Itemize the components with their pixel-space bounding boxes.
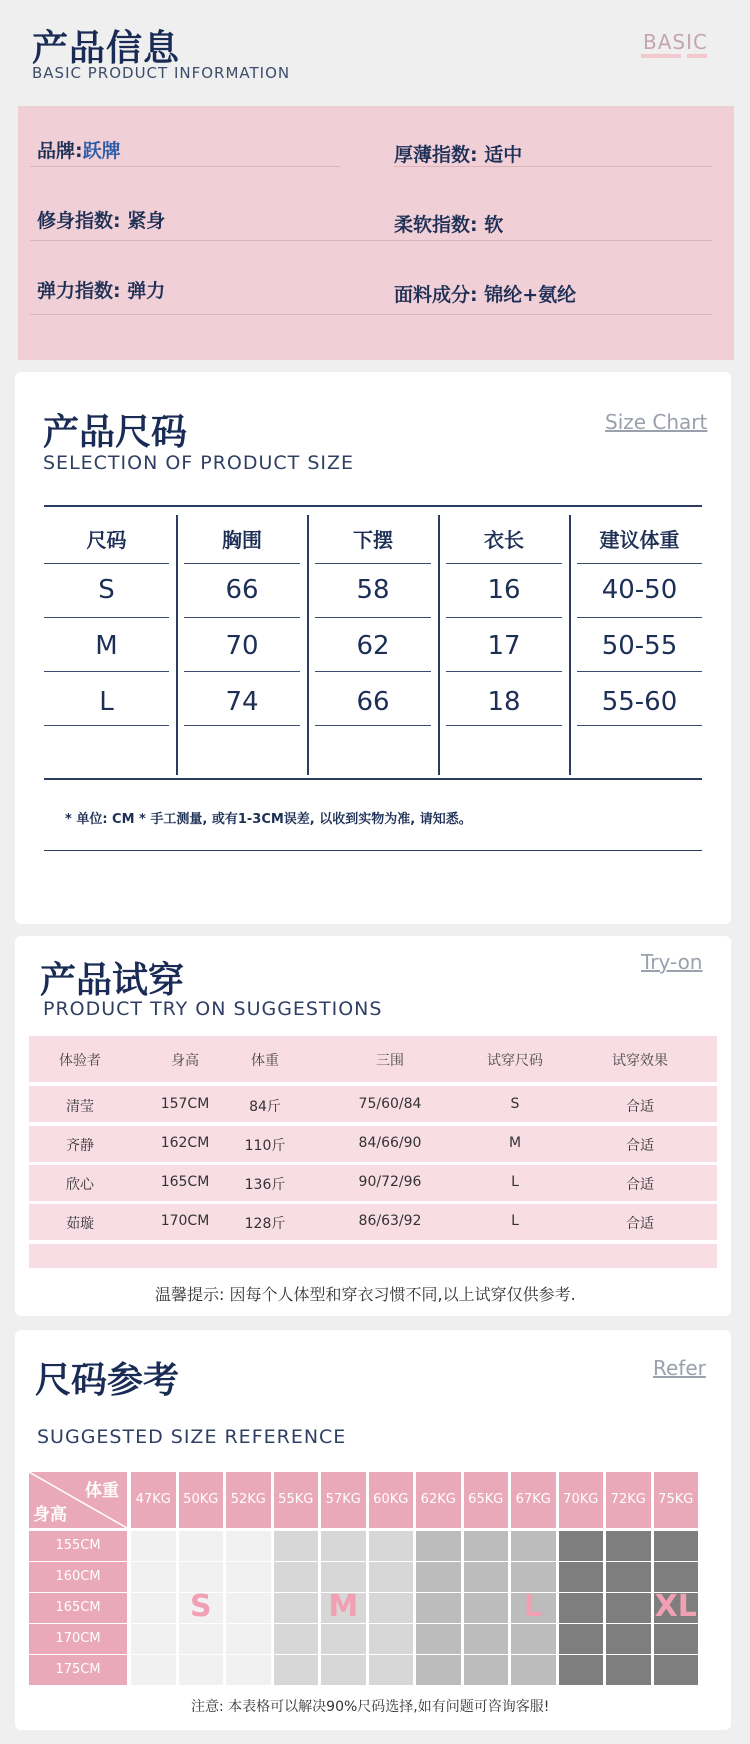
size-cell-l <box>511 1562 556 1592</box>
size-letter-l: L <box>523 1589 543 1624</box>
table-row-line <box>184 725 300 726</box>
table-row-line <box>446 617 562 618</box>
table-row-line <box>577 563 702 564</box>
size-cell: 66 <box>356 687 390 717</box>
basic-subtitle: BASIC PRODUCT INFORMATION <box>32 64 291 82</box>
size-cell-m <box>369 1593 414 1623</box>
size-letter-xl: XL <box>654 1589 697 1624</box>
tryon-cell: 165CM <box>160 1174 210 1190</box>
table-row-line <box>44 617 169 618</box>
info-brand: 品牌:跃牌 <box>37 140 121 162</box>
size-cell-xl <box>654 1624 699 1654</box>
size-chart-card <box>15 372 731 924</box>
size-cell-m <box>274 1531 319 1561</box>
basic-tag: BASIC <box>643 30 708 54</box>
size-cell-s <box>131 1562 176 1592</box>
size-cell-s <box>131 1624 176 1654</box>
size-cell-m <box>274 1562 319 1592</box>
size-cell: 62 <box>356 631 390 661</box>
size-cell: 50-55 <box>601 631 678 661</box>
table-row-line <box>315 563 431 564</box>
size-cell: S <box>98 575 115 605</box>
size-cell-s <box>179 1562 224 1592</box>
basic-tag-underline-short <box>687 54 707 58</box>
table-row-line <box>184 563 300 564</box>
tryon-link[interactable]: Try-on <box>641 950 703 974</box>
size-cell-l <box>416 1593 461 1623</box>
tryon-cell: 162CM <box>160 1135 210 1151</box>
size-cell: 74 <box>225 687 259 717</box>
size-note: * 单位: CM * 手工测量, 或有1-3CM误差, 以收到实物为准, 请知悉。 <box>65 812 472 827</box>
table-col-divider <box>569 515 571 775</box>
size-cell-m <box>369 1531 414 1561</box>
size-header: 下摆 <box>353 528 393 552</box>
size-cell: 40-50 <box>601 575 678 605</box>
tryon-cell: 合适 <box>626 1099 654 1115</box>
tryon-cell: 90/72/96 <box>358 1174 422 1190</box>
size-header: 衣长 <box>484 528 524 552</box>
tryon-cell: L <box>511 1213 519 1229</box>
size-cell-s <box>226 1593 271 1623</box>
corner-weight-label: 体重 <box>85 1481 119 1501</box>
height-label: 165CM <box>29 1593 127 1623</box>
table-row-line <box>577 725 702 726</box>
table-row-line <box>44 563 169 564</box>
size-cell-xl <box>654 1655 699 1685</box>
table-row-line <box>315 725 431 726</box>
size-cell-s <box>226 1531 271 1561</box>
size-header: 尺码 <box>86 528 127 552</box>
size-cell-s <box>226 1624 271 1654</box>
tryon-header: 试穿效果 <box>612 1053 668 1069</box>
size-cell-xl <box>559 1655 604 1685</box>
size-cell: 66 <box>225 575 259 605</box>
size-cell-l <box>416 1624 461 1654</box>
table-row-line <box>315 671 431 672</box>
tryon-subtitle: PRODUCT TRY ON SUGGESTIONS <box>43 998 383 1020</box>
note-bottom-border <box>44 850 702 851</box>
weight-header: 70KG <box>559 1472 604 1528</box>
height-label: 160CM <box>29 1562 127 1592</box>
size-cell-xl <box>654 1562 699 1592</box>
size-cell-xl <box>654 1531 699 1561</box>
size-letter-s: S <box>189 1589 212 1624</box>
weight-header: 55KG <box>274 1472 319 1528</box>
size-cell-m <box>369 1562 414 1592</box>
size-cell-l <box>464 1624 509 1654</box>
size-reference-grid <box>29 1472 725 1686</box>
tryon-header: 试穿尺码 <box>487 1053 543 1069</box>
tryon-cell: 86/63/92 <box>358 1213 422 1229</box>
tryon-cell: 157CM <box>160 1096 210 1112</box>
tryon-header: 体重 <box>251 1053 279 1069</box>
size-cell: 18 <box>487 687 521 717</box>
size-cell-s <box>226 1562 271 1592</box>
size-cell: 58 <box>356 575 390 605</box>
corner-height-label: 身高 <box>33 1505 67 1525</box>
size-cell-m <box>321 1562 366 1592</box>
size-title: 产品尺码 <box>43 412 188 453</box>
weight-header: 52KG <box>226 1472 271 1528</box>
size-cell: 17 <box>487 631 521 661</box>
basic-tag-underline <box>641 54 681 58</box>
weight-header: 50KG <box>179 1472 224 1528</box>
size-cell-s <box>179 1531 224 1561</box>
tryon-header: 体验者 <box>59 1053 101 1069</box>
tryon-cell: 170CM <box>160 1213 210 1229</box>
height-label: 170CM <box>29 1624 127 1654</box>
table-top-border <box>44 505 702 507</box>
weight-header: 75KG <box>654 1472 699 1528</box>
size-cell-m <box>321 1655 366 1685</box>
tryon-cell: 84斤 <box>249 1099 281 1115</box>
table-row-line <box>184 671 300 672</box>
size-cell-m <box>321 1531 366 1561</box>
weight-header: 65KG <box>464 1472 509 1528</box>
info-softness: 柔软指数: 软 <box>394 214 504 236</box>
tryon-card <box>15 936 731 1316</box>
info-elasticity: 弹力指数: 弹力 <box>37 280 166 302</box>
size-cell-xl <box>606 1655 651 1685</box>
size-cell-m <box>274 1593 319 1623</box>
tryon-cell: 75/60/84 <box>358 1096 422 1112</box>
tryon-tip: 温馨提示: 因每个人体型和穿衣习惯不同,以上试穿仅供参考. <box>155 1285 576 1304</box>
size-cell-xl <box>559 1593 604 1623</box>
table-col-divider <box>176 515 178 775</box>
size-cell-s <box>226 1655 271 1685</box>
size-cell-xl <box>559 1562 604 1592</box>
size-cell-l <box>416 1562 461 1592</box>
weight-header: 47KG <box>131 1472 176 1528</box>
refer-link[interactable]: Refer <box>653 1356 706 1380</box>
size-cell: L <box>99 687 114 717</box>
size-cell-xl <box>559 1531 604 1561</box>
size-header: 胸围 <box>222 528 262 552</box>
size-cell-xl <box>606 1562 651 1592</box>
tryon-cell: 茹璇 <box>66 1216 94 1232</box>
size-cell-l <box>464 1655 509 1685</box>
table-col-divider <box>307 515 309 775</box>
size-header: 建议体重 <box>599 528 680 552</box>
tryon-cell: 合适 <box>626 1138 654 1154</box>
info-thickness: 厚薄指数: 适中 <box>394 144 523 166</box>
table-row-line <box>577 617 702 618</box>
size-cell-s <box>179 1624 224 1654</box>
tryon-cell: 清莹 <box>66 1099 94 1115</box>
refer-card <box>15 1330 731 1730</box>
tryon-row-band <box>29 1244 717 1268</box>
size-cell-xl <box>559 1624 604 1654</box>
table-row-line <box>446 725 562 726</box>
weight-header: 62KG <box>416 1472 461 1528</box>
tryon-cell: 110斤 <box>244 1138 286 1154</box>
size-cell: M <box>95 631 118 661</box>
tryon-header: 身高 <box>171 1053 199 1069</box>
size-cell-s <box>179 1655 224 1685</box>
size-cell-m <box>369 1655 414 1685</box>
size-cell-m <box>321 1624 366 1654</box>
tryon-cell: L <box>511 1174 519 1190</box>
size-cell-s <box>131 1531 176 1561</box>
size-cell: 55-60 <box>601 687 678 717</box>
size-cell-s <box>131 1655 176 1685</box>
info-divider <box>30 166 340 167</box>
info-divider <box>394 166 712 167</box>
tryon-cell: M <box>508 1135 522 1151</box>
table-row-line <box>577 671 702 672</box>
basic-title: 产品信息 <box>32 28 181 69</box>
height-label: 155CM <box>29 1531 127 1561</box>
size-cell-l <box>511 1655 556 1685</box>
tryon-title: 产品试穿 <box>40 960 185 1001</box>
table-row-line <box>44 725 169 726</box>
size-letter-m: M <box>328 1589 359 1624</box>
basic-info-panel <box>18 106 734 360</box>
table-row-line <box>446 671 562 672</box>
weight-header: 60KG <box>369 1472 414 1528</box>
weight-header: 67KG <box>511 1472 556 1528</box>
size-cell-xl <box>606 1624 651 1654</box>
size-chart-link[interactable]: Size Chart <box>605 410 708 434</box>
tryon-header: 三围 <box>376 1053 404 1069</box>
size-cell: 70 <box>225 631 259 661</box>
size-cell-xl <box>606 1593 651 1623</box>
size-cell: 16 <box>487 575 521 605</box>
size-cell-l <box>464 1593 509 1623</box>
grid-corner <box>29 1472 127 1528</box>
info-fit: 修身指数: 紧身 <box>37 210 166 232</box>
weight-header: 72KG <box>606 1472 651 1528</box>
tryon-cell: S <box>510 1096 520 1112</box>
size-cell-l <box>416 1531 461 1561</box>
size-cell-l <box>464 1562 509 1592</box>
size-cell-s <box>131 1593 176 1623</box>
info-divider <box>30 240 712 241</box>
size-cell-l <box>511 1624 556 1654</box>
info-fabric: 面料成分: 锦纶+氨纶 <box>394 284 577 306</box>
refer-note: 注意: 本表格可以解决90%尺码选择,如有问题可咨询客服! <box>191 1699 550 1715</box>
table-row-line <box>44 671 169 672</box>
table-row-line <box>446 563 562 564</box>
refer-subtitle: SUGGESTED SIZE REFERENCE <box>37 1426 347 1448</box>
size-cell-m <box>274 1624 319 1654</box>
refer-title: 尺码参考 <box>35 1360 180 1401</box>
tryon-cell: 136斤 <box>244 1177 286 1193</box>
weight-header: 57KG <box>321 1472 366 1528</box>
size-cell-l <box>511 1531 556 1561</box>
size-cell-xl <box>606 1531 651 1561</box>
info-divider <box>30 314 712 315</box>
size-cell-m <box>274 1655 319 1685</box>
size-subtitle: SELECTION OF PRODUCT SIZE <box>43 452 355 474</box>
size-cell-m <box>369 1624 414 1654</box>
tryon-cell: 欣心 <box>66 1177 94 1193</box>
size-cell-l <box>416 1655 461 1685</box>
tryon-cell: 合适 <box>626 1216 654 1232</box>
table-bottom-border <box>44 778 702 780</box>
table-row-line <box>315 617 431 618</box>
height-label: 175CM <box>29 1655 127 1685</box>
tryon-cell: 84/66/90 <box>358 1135 422 1151</box>
table-row-line <box>184 617 300 618</box>
tryon-cell: 128斤 <box>244 1216 286 1232</box>
tryon-cell: 齐静 <box>66 1138 94 1154</box>
size-cell-l <box>464 1531 509 1561</box>
table-col-divider <box>438 515 440 775</box>
tryon-cell: 合适 <box>626 1177 654 1193</box>
